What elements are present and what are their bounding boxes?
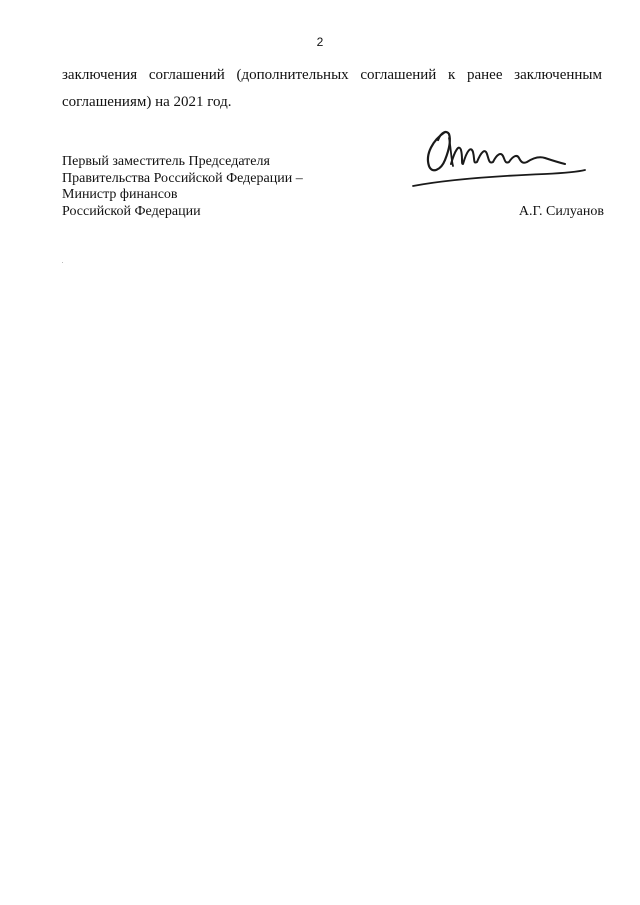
body-text-line-2: соглашениям) на 2021 год. (62, 94, 232, 110)
body-text-line-1: заключения соглашений (дополнительных соглашений к ранее заключенным (62, 67, 602, 83)
signer-position (62, 154, 303, 220)
signer-position-line-4: Российской Федерации (62, 203, 201, 219)
signature-strokes (413, 132, 585, 186)
handwritten-signature (405, 120, 595, 195)
page-number: 2 (316, 35, 324, 49)
scan-speck (62, 262, 63, 263)
signer-position-line-1: Первый заместитель Председателя (62, 154, 270, 169)
signer-position-line-2: Правительства Российской Федерации – (62, 170, 303, 186)
signer-position-line-3: Министр финансов (62, 187, 178, 202)
signer-name: А.Г. Силуанов (518, 204, 604, 219)
